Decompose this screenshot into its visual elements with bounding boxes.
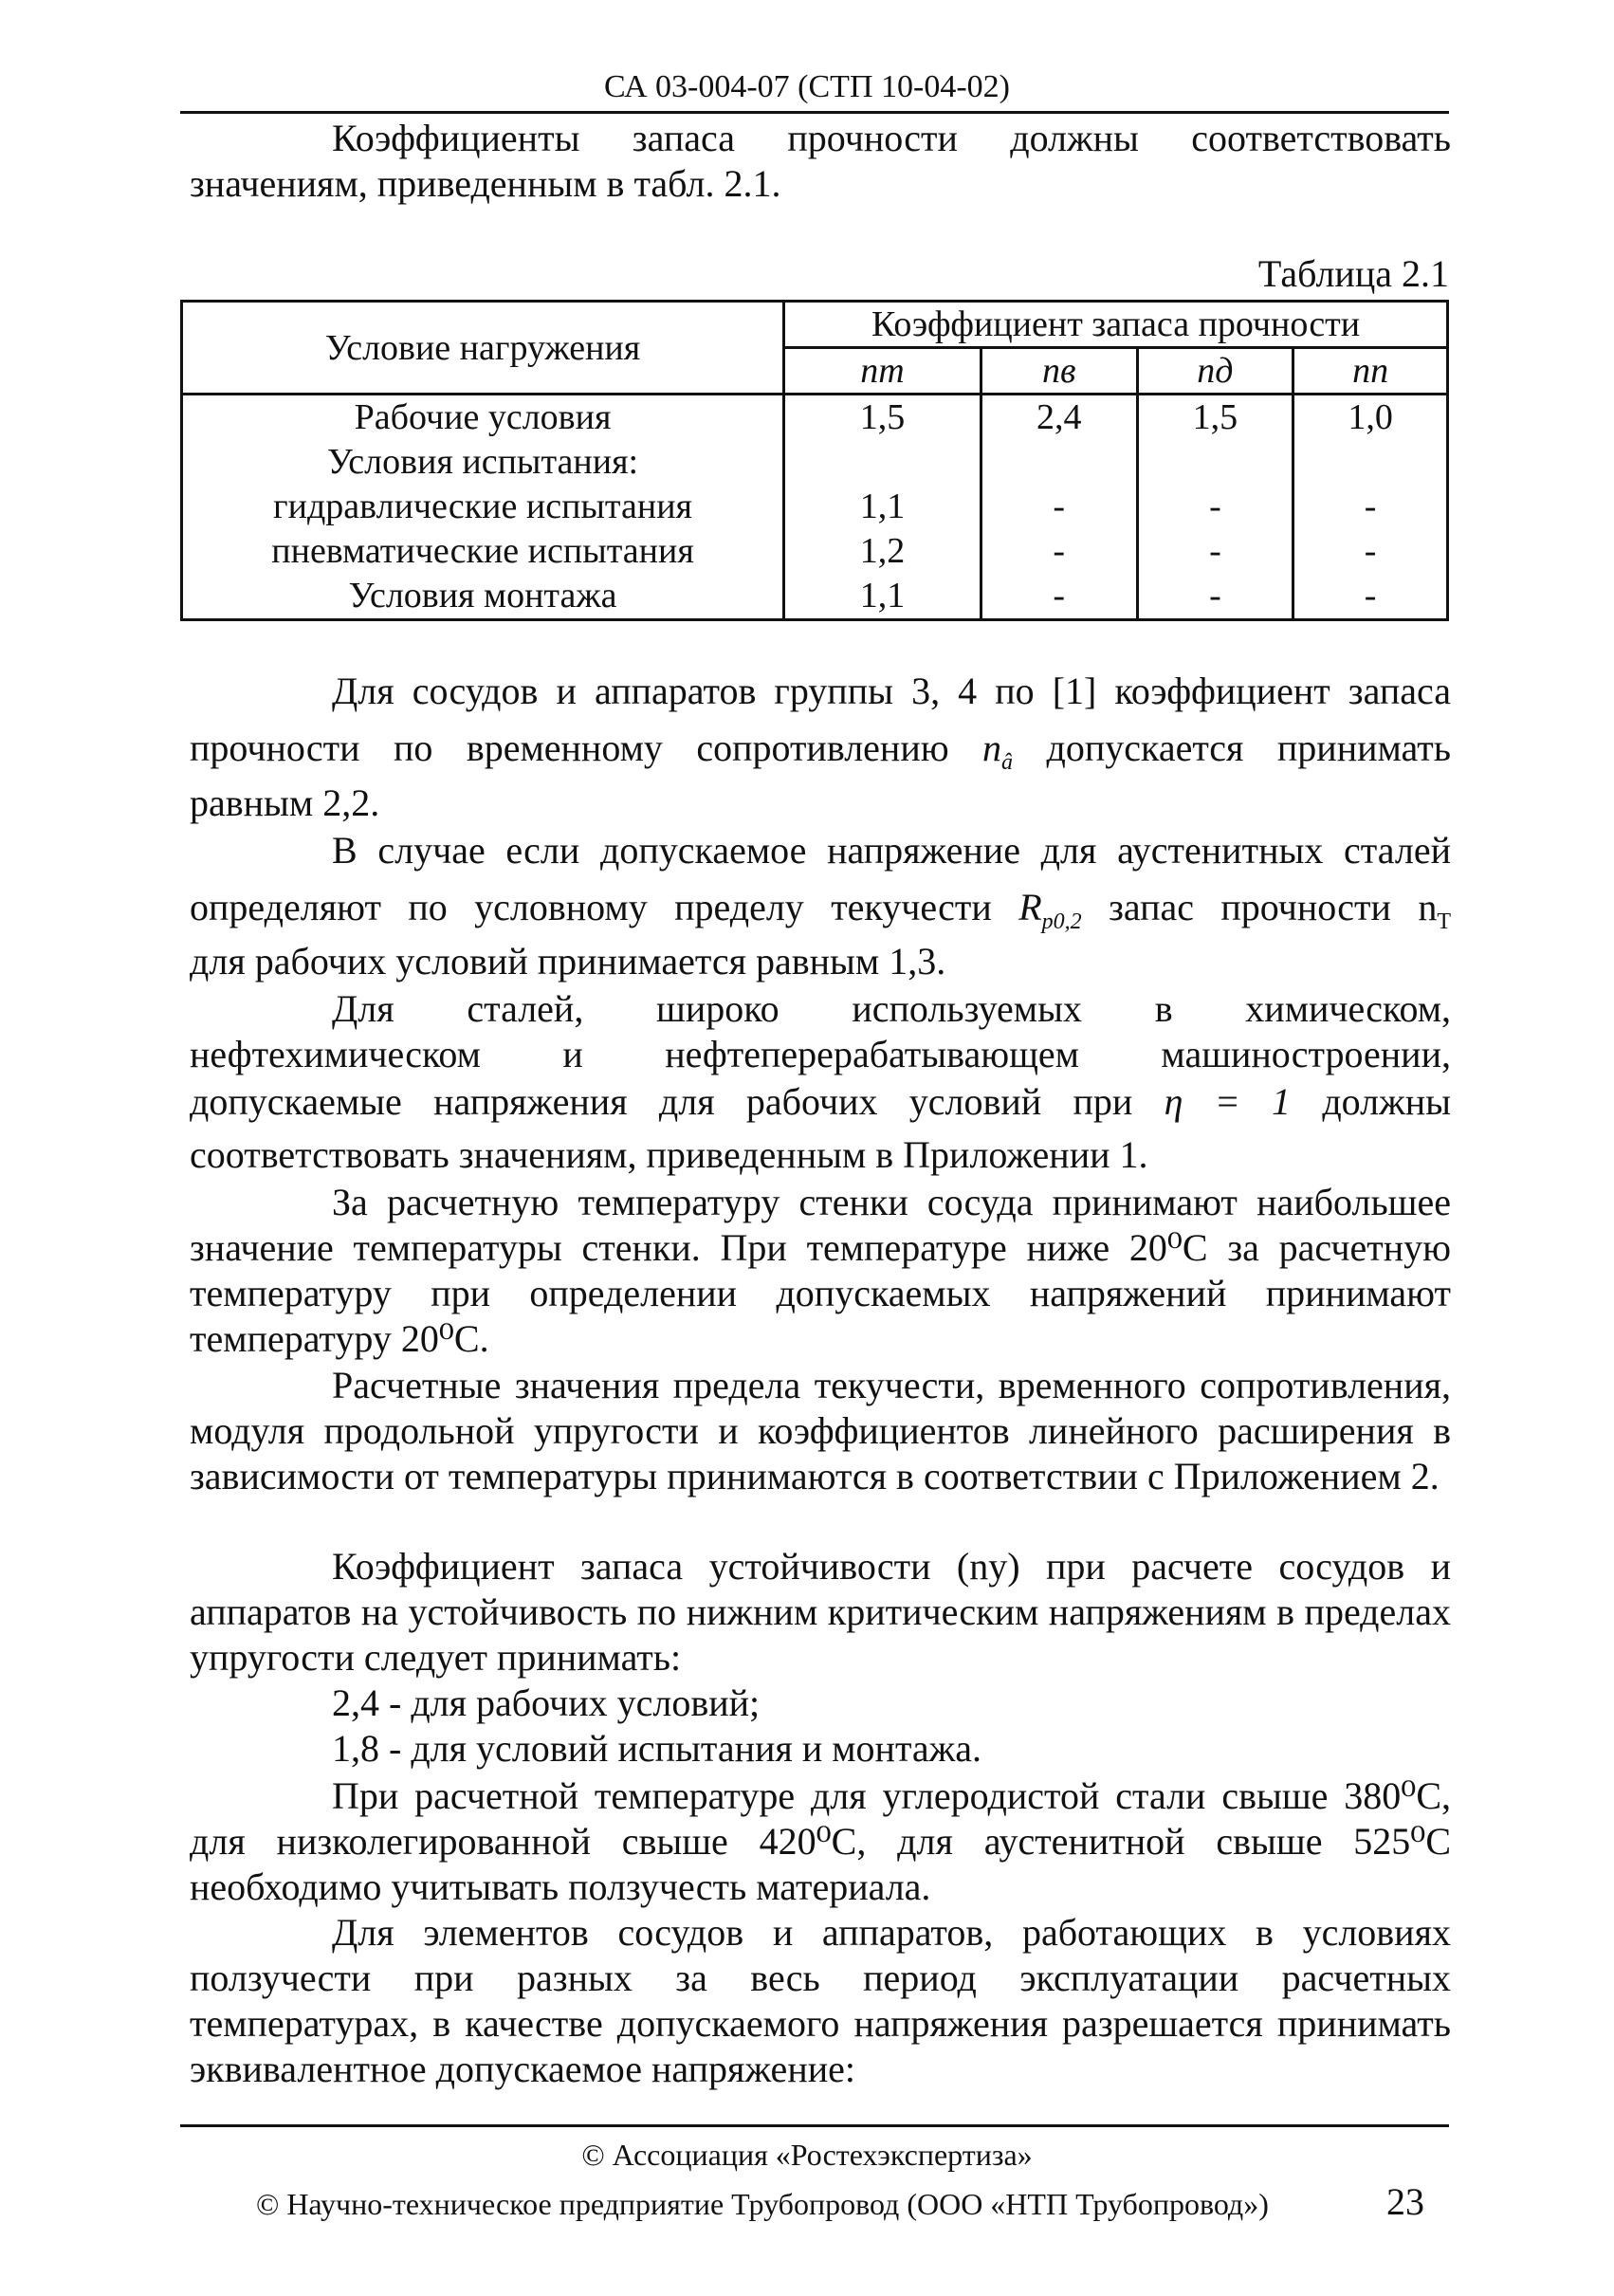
table-row xyxy=(182,395,1448,441)
list-item-working: 2,4 - для рабочих условий; xyxy=(332,1681,761,1724)
cell-value: - xyxy=(1293,485,1448,529)
header-n-v: nв xyxy=(981,348,1137,395)
cell-value: 1,1 xyxy=(784,485,981,529)
table-caption: Таблица 2.1 xyxy=(1257,252,1449,295)
cell-value xyxy=(784,440,981,485)
cell-value: 1,2 xyxy=(784,529,981,574)
p6-paragraph: Коэффициент запаса устойчивости (nу) при расчете сосудов и аппаратов на устойчивость по нижним критическим напряжениям в пределах упругости следует принимать: xyxy=(190,1545,1451,1679)
cell-value: - xyxy=(1137,529,1293,574)
table-row xyxy=(182,485,1448,529)
cell-value: - xyxy=(981,485,1137,529)
p3-line-1: Для сталей, широко используемых в химическом, xyxy=(332,987,1451,1030)
cell-value: - xyxy=(1293,529,1448,574)
p3-line-4: соответствовать значениям, приведенным в Приложении 1. xyxy=(190,1133,1148,1176)
cell-value: 2,4 xyxy=(981,395,1137,441)
cell-value xyxy=(1293,440,1448,485)
document-code-header: СА 03-004-07 (СТП 10-04-02) xyxy=(604,69,1010,104)
cell-value xyxy=(981,440,1137,485)
table-row xyxy=(182,529,1448,574)
header-n-t: nт xyxy=(784,348,981,395)
row-label: Условия монтажа xyxy=(182,574,784,620)
header-rule xyxy=(180,111,1449,114)
p1-line-2: прочности по временному сопротивлению $n_â$ допускается принимать xyxy=(190,726,1451,775)
row-label: гидравлические испытания xyxy=(182,485,784,529)
cell-value: - xyxy=(981,529,1137,574)
p1-line-1: Для сосудов и аппаратов группы 3, 4 по [1] коэффициент запаса xyxy=(332,670,1451,712)
header-safety-factor: Коэффициент запаса прочности xyxy=(784,302,1448,348)
footer-copyright-association: © Ассоциация «Ростехэкспертиза» xyxy=(581,2138,1033,2172)
cell-value xyxy=(1137,440,1293,485)
page-number: 23 xyxy=(1386,2180,1424,2223)
header-n-p: nп xyxy=(1293,348,1448,395)
footer-rule xyxy=(180,2124,1449,2127)
cell-value: 1,5 xyxy=(784,395,981,441)
p4-paragraph: За расчетную температуру стенки сосуда принимают наибольшее значение температуры стенки. При температуре ниже 20⁰С за расчетную температуру при определении допускаемых напряжений принимают температуру 20⁰С. xyxy=(190,1181,1451,1360)
p8-paragraph: Для элементов сосудов и аппаратов, работающих в условиях ползучести при разных за весь период эксплуатации расчетных температурах, в качестве допускаемого напряжения разрешается принимать эквивалентное допускаемое напряжение: xyxy=(190,1911,1451,2090)
p2-line-3: для рабочих условий принимается равным 1,3. xyxy=(190,940,946,983)
p3-line-3: допускаемые напряжения для рабочих условий при η = 1 должны xyxy=(190,1080,1452,1123)
table-row xyxy=(182,440,1448,485)
cell-value: - xyxy=(981,574,1137,620)
p5-paragraph: Расчетные значения предела текучести, временного сопротивления, модуля продольной упругости и коэффициентов линейного расширения в зависимости от температуры принимаются в соответствии с Приложением 2. xyxy=(190,1364,1451,1497)
cell-value: - xyxy=(1293,574,1448,620)
header-load-condition: Условие нагружения xyxy=(182,302,784,395)
table-row xyxy=(182,574,1448,620)
p7-paragraph: При расчетной температуре для углеродистой стали свыше 380⁰С, для низколегированной свыше 420⁰С, для аустенитной свыше 525⁰С необходимо учитывать ползучесть материала. xyxy=(190,1774,1451,1908)
cell-value: 1,1 xyxy=(784,574,981,620)
p2-line-2: определяют по условному пределу текучести $R_{p0,2}$ запас прочности $n_T$ xyxy=(190,886,1452,934)
safety-factor-table xyxy=(180,300,1449,621)
list-item-testing: 1,8 - для условий испытания и монтажа. xyxy=(332,1727,982,1770)
cell-value: 1,5 xyxy=(1137,395,1293,441)
row-label: Условия испытания: xyxy=(182,440,784,485)
cell-value: 1,0 xyxy=(1293,395,1448,441)
row-label: Рабочие условия xyxy=(182,395,784,441)
intro-line-2: значениям, приведенным в табл. 2.1. xyxy=(190,162,781,205)
p2-line-1: В случае если допускаемое напряжение для аустенитных сталей xyxy=(332,829,1451,872)
p3-line-2: нефтехимическом и нефтеперерабатывающем машиностроении, xyxy=(190,1033,1451,1075)
cell-value: - xyxy=(1137,574,1293,620)
intro-line-1: Коэффициенты запаса прочности должны соответствовать xyxy=(332,117,1451,159)
row-label: пневматические испытания xyxy=(182,529,784,574)
p1-line-3: равным 2,2. xyxy=(190,781,380,824)
footer-copyright-company: © Научно-техническое предприятие Трубопровод (ООО «НТП Трубопровод») xyxy=(256,2187,1269,2221)
header-n-d: nд xyxy=(1137,348,1293,395)
cell-value: - xyxy=(1137,485,1293,529)
